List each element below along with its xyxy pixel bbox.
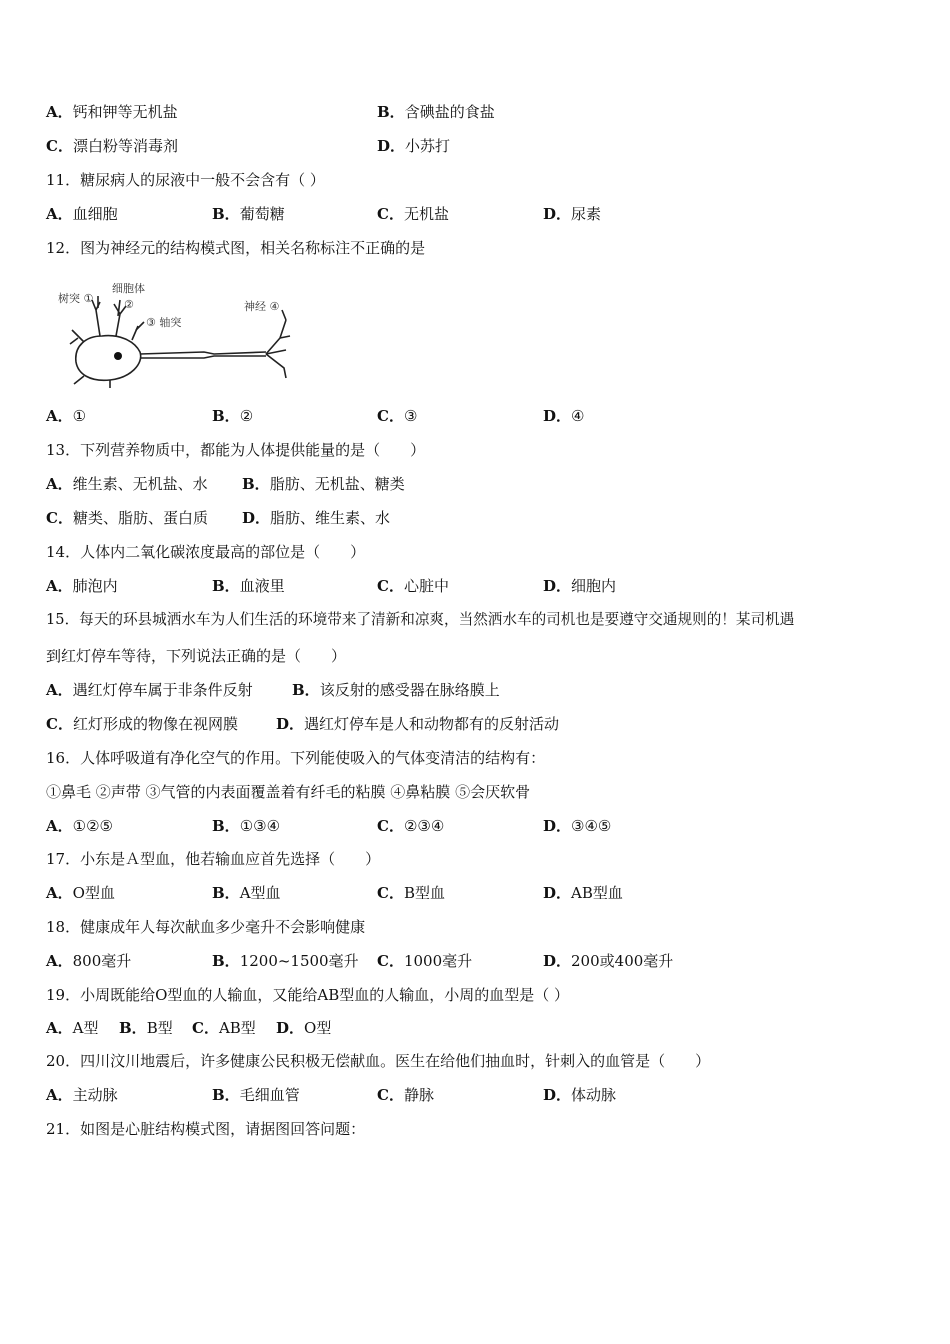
- option-a: A．800毫升: [46, 952, 132, 970]
- option-a: A．遇红灯停车属于非条件反射: [46, 681, 253, 699]
- question-20-stem: 20．四川汶川地震后，许多健康公民积极无偿献血。医生在给他们抽血时，针刺入的血管是（ ）: [46, 1052, 711, 1070]
- neuron-drawing: [54, 280, 304, 388]
- label-2: ②: [124, 298, 134, 311]
- option-c: C．AB型: [192, 1019, 256, 1037]
- option-c: C．红灯形成的物像在视网膜: [46, 715, 238, 733]
- option-d: D．细胞内: [543, 577, 617, 595]
- option-c: C．心脏中: [377, 577, 449, 595]
- option-c: C．③: [377, 407, 418, 425]
- option-d: D．体动脉: [543, 1086, 617, 1104]
- option-b: B．A型血: [212, 884, 281, 902]
- option-d: D．遇红灯停车是人和动物都有的反射活动: [276, 715, 560, 733]
- option-c: C．②③④: [377, 817, 445, 835]
- question-16-stem: 16．人体呼吸道有净化空气的作用。下列能使吸入的气体变清洁的结构有：: [46, 749, 546, 767]
- question-13-stem: 13．下列营养物质中，都能为人体提供能量的是（ ）: [46, 441, 426, 459]
- option-c: C．糖类、脂肪、蛋白质: [46, 509, 208, 527]
- label-cell-body: 细胞体: [112, 282, 145, 295]
- option-a: A．钙和钾等无机盐: [46, 103, 178, 121]
- option-d: D．③④⑤: [543, 817, 612, 835]
- question-17-stem: 17．小东是Ａ型血，他若输血应首先选择（ ）: [46, 850, 381, 868]
- option-b: B．脂肪、无机盐、糖类: [242, 475, 405, 493]
- option-a: A．维生素、无机盐、水: [46, 475, 208, 493]
- option-b: B．该反射的感受器在脉络膜上: [292, 681, 500, 699]
- neuron-diagram: [54, 280, 304, 388]
- label-axon: ③ 轴突: [146, 316, 182, 329]
- question-19-stem: 19．小周既能给O型血的人输血，又能给AB型血的人输血，小周的血型是（ ）: [46, 986, 570, 1004]
- option-a: A．①: [46, 407, 87, 425]
- option-d: D．200或400毫升: [543, 952, 674, 970]
- option-a: A．血细胞: [46, 205, 118, 223]
- option-a: A．A型: [46, 1019, 99, 1037]
- option-b: B．①③④: [212, 817, 281, 835]
- option-b: B．1200~1500毫升: [212, 952, 359, 970]
- question-11-stem: 11．糖尿病人的尿液中一般不会含有（ ）: [46, 171, 325, 189]
- option-d: D．④: [543, 407, 585, 425]
- question-14-stem: 14．人体内二氧化碳浓度最高的部位是（ ）: [46, 543, 366, 561]
- option-c: C．静脉: [377, 1086, 434, 1104]
- option-b: B．毛细血管: [212, 1086, 300, 1104]
- option-d: D．尿素: [543, 205, 602, 223]
- nucleus: [114, 352, 122, 360]
- option-b: B．血液里: [212, 577, 285, 595]
- question-15-stem-line1: 15．每天的环县城洒水车为人们生活的环境带来了清新和凉爽，当然洒水车的司机也是要遵守交通规则的！某司机遇: [46, 611, 795, 628]
- option-b: B．②: [212, 407, 254, 425]
- option-b: B．B型: [119, 1019, 173, 1037]
- option-d: D．O型: [276, 1019, 332, 1037]
- question-16-items: ①鼻毛 ②声带 ③气管的内表面覆盖着有纤毛的粘膜 ④鼻粘膜 ⑤会厌软骨: [46, 783, 531, 801]
- option-b: B．含碘盐的食盐: [377, 103, 495, 121]
- option-a: A．①②⑤: [46, 817, 113, 835]
- label-dendrite: 树突 ①: [58, 292, 94, 305]
- question-18-stem: 18．健康成年人每次献血多少毫升不会影响健康: [46, 918, 366, 936]
- option-d: D．小苏打: [377, 137, 451, 155]
- option-c: C．无机盐: [377, 205, 449, 223]
- option-b: B．葡萄糖: [212, 205, 285, 223]
- option-a: A．肺泡内: [46, 577, 118, 595]
- option-c: C．B型血: [377, 884, 445, 902]
- question-12-stem: 12．图为神经元的结构模式图，相关名称标注不正确的是: [46, 239, 426, 257]
- option-c: C．1000毫升: [377, 952, 473, 970]
- option-d: D．AB型血: [543, 884, 623, 902]
- question-21-stem: 21．如图是心脏结构模式图，请据图回答问题：: [46, 1120, 366, 1138]
- option-a: A．O型血: [46, 884, 115, 902]
- label-nerve: 神经 ④: [244, 300, 280, 313]
- option-a: A．主动脉: [46, 1086, 118, 1104]
- option-c: C．漂白粉等消毒剂: [46, 137, 178, 155]
- option-d: D．脂肪、维生素、水: [242, 509, 391, 527]
- question-15-stem-line2: 到红灯停车等待，下列说法正确的是（ ）: [46, 647, 347, 665]
